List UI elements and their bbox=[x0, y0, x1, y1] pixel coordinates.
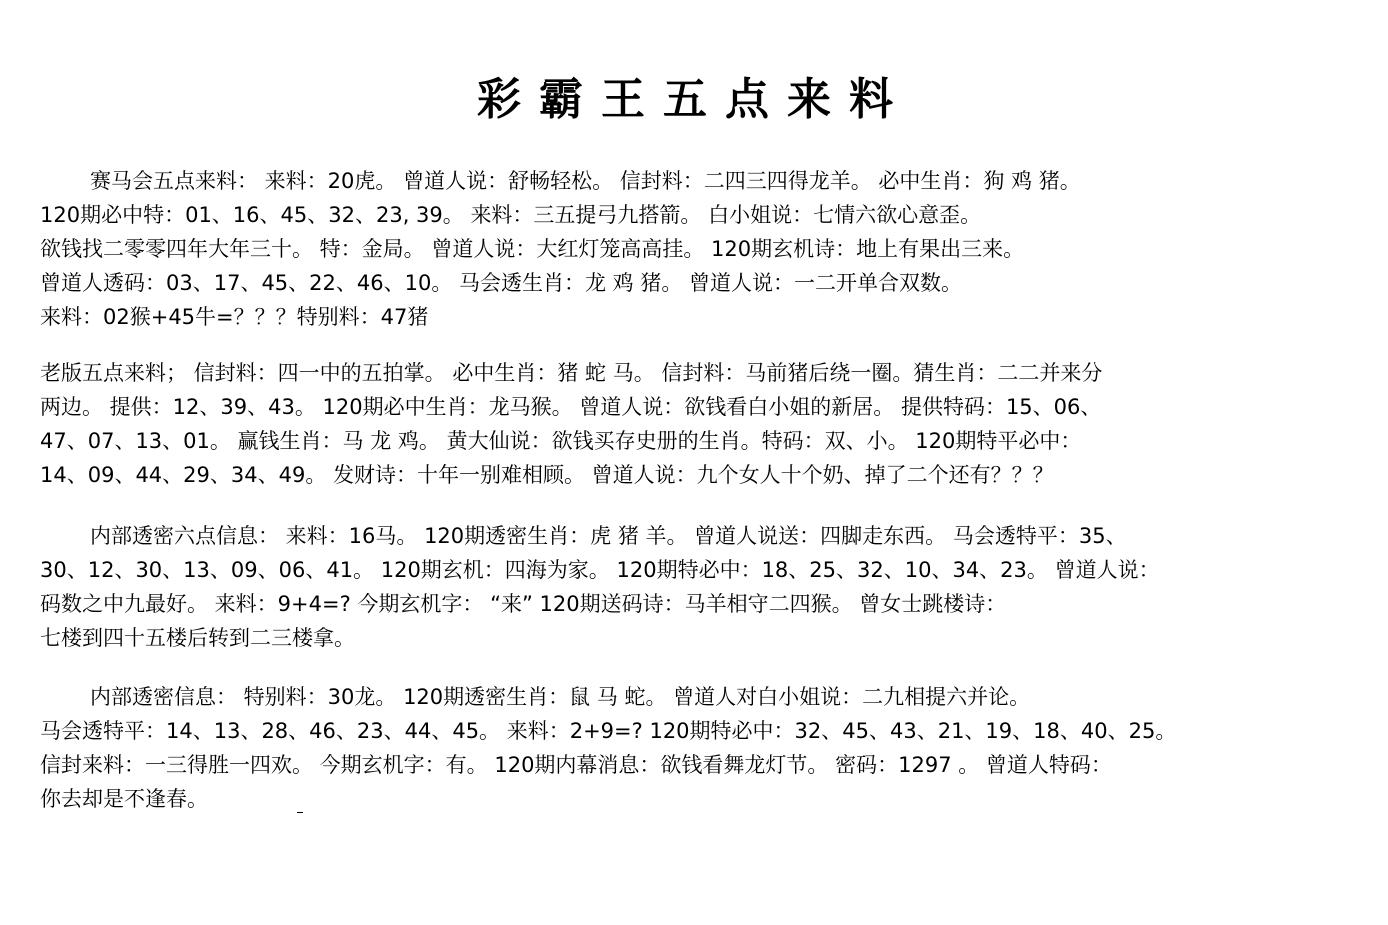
text-line: 欲钱找二零零四年大年三十。 特：金局。 曾道人说：大红灯笼高高挂。 120期玄机诗：地上有果出三来。 bbox=[40, 237, 1025, 261]
text-line: 七楼到四十五楼后转到二三楼拿。 bbox=[40, 626, 355, 650]
text-line: 14、09、44、29、34、49。 发财诗：十年一别难相顾。 曾道人说：九个女人十个奶、掉了二个还有？？？ bbox=[40, 463, 1054, 487]
page-title: 彩霸王五点来料 bbox=[477, 74, 911, 125]
text-line: 内部透密六点信息： 来料：16马。 120期透密生肖：虎 猪 羊。 曾道人说送：四脚走东西。 马会透特平：35、 bbox=[90, 524, 1127, 548]
text-line: 马会透特平：14、13、28、46、23、44、45。 来料：2+9=? 120期特必中：32、45、43、21、19、18、40、25。 bbox=[40, 719, 1177, 743]
text-line: 47、07、13、01。 赢钱生肖：马 龙 鸡。 黄大仙说：欲钱买存史册的生肖。特码：双、小。 120期特平必中： bbox=[40, 429, 1082, 453]
paragraph-4 bbox=[40, 680, 1370, 816]
text-line: 信封来料：一三得胜一四欢。 今期玄机字：有。 120期内幕消息：欲钱看舞龙灯节。 密码：1297 。 曾道人特码： bbox=[40, 753, 1112, 777]
text-line: 曾道人透码：03、17、45、22、46、10。 马会透生肖：龙 鸡 猪。 曾道人说：一二开单合双数。 bbox=[40, 271, 963, 295]
text-line: 内部透密信息： 特别料：30龙。 120期透密生肖：鼠 马 蛇。 曾道人对白小姐说：二九相提六并论。 bbox=[90, 685, 1031, 709]
text-line: 来料：02猴+45牛=？？？特别料：47猪 bbox=[40, 305, 429, 329]
text-line: 老版五点来料； 信封料：四一中的五拍掌。 必中生肖：猪 蛇 马。 信封料：马前猪后绕一圈。猜生肖：二二并来分 bbox=[40, 361, 1103, 385]
paragraph-1 bbox=[40, 164, 1370, 334]
stray-mark bbox=[297, 812, 303, 813]
text-line: 赛马会五点来料： 来料：20虎。 曾道人说：舒畅轻松。 信封料：二四三四得龙羊。 必中生肖：狗 鸡 猪。 bbox=[90, 169, 1081, 193]
paragraph-2 bbox=[40, 356, 1370, 492]
text-line: 你去却是不逢春。 bbox=[40, 787, 208, 811]
text-line: 两边。 提供：12、39、43。 120期必中生肖：龙马猴。 曾道人说：欲钱看白小姐的新居。 提供特码：15、06、 bbox=[40, 395, 1102, 419]
text-line: 30、12、30、13、09、06、41。 120期玄机：四海为家。 120期特必中：18、25、32、10、34、23。 曾道人说： bbox=[40, 558, 1160, 582]
text-line: 码数之中九最好。 来料：9+4=? 今期玄机字： “来” 120期送码诗：马羊相守二四猴。 曾女士跳楼诗： bbox=[40, 592, 1007, 616]
text-line: 120期必中特：01、16、45、32、23, 39。 来料：三五提弓九搭箭。 白小姐说：七情六欲心意歪。 bbox=[40, 203, 982, 227]
paragraph-3 bbox=[40, 519, 1370, 655]
